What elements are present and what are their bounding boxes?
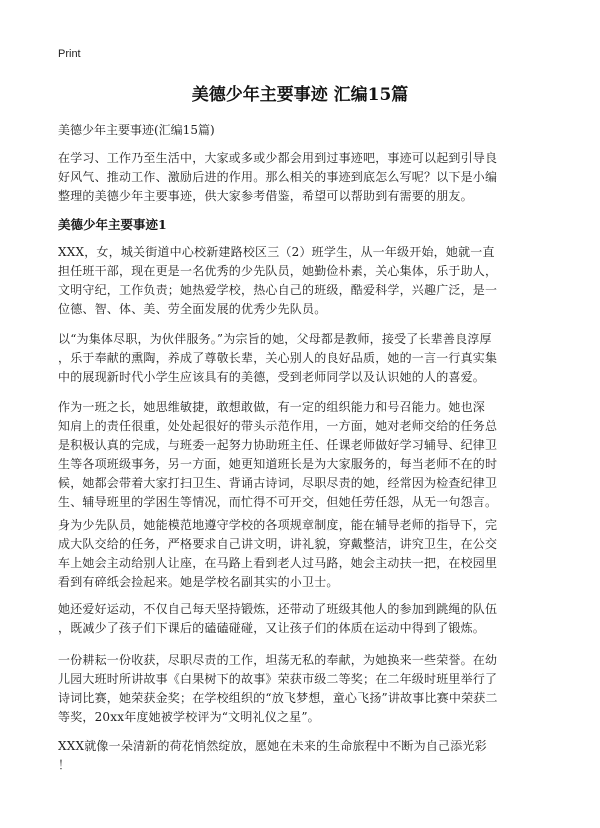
text-line: 中的展现新时代小学生应该具有的美德，受到老师同学以及认识她的人的喜爱。	[58, 370, 486, 384]
paragraph-2	[58, 330, 546, 387]
text-line: ，乐于奉献的熏陶，养成了尊敬长辈，关心别人的良好品质，她的一言一行真实集	[58, 351, 498, 365]
text-line: 生等各项班级事务，另一方面，她更知道班长是为大家服务的，每当老师不在的时	[58, 457, 498, 471]
text-line: 好风气、推动工作、激励后进的作用。那么相关的事迹到底怎么写呢？以下是小编	[58, 170, 498, 184]
text-line: 在学习、工作乃至生活中，大家或多或少都会用到过事迹吧，事迹可以起到引导良	[58, 151, 498, 165]
text-line: 候，她都会带着大家打扫卫生、背诵古诗词，尽职尽责的她，经常因为检查纪律卫	[58, 476, 498, 490]
text-line: 她还爱好运动，不仅自己每天坚持锻炼，还带动了班级其他人的参加到跳绳的队伍	[58, 602, 498, 616]
text-line: 儿园大班时所讲故事《白果树下的故事》荣获市级二等奖；在二年级时班里举行了	[58, 672, 498, 686]
paragraph-1	[58, 243, 546, 319]
text-line: 是积极认真的完成，与班委一起努力协助班主任、任课老师做好学习辅导、纪律卫	[58, 438, 498, 452]
text-line: 成大队交给的任务，严格要求自己讲文明，讲礼貌，穿戴整洁，讲究卫生，在公交	[58, 537, 498, 551]
paragraph-5	[58, 600, 546, 638]
text-line: 车上她会主动给别人让座，在马路上看到老人过马路，她会主动扶一把，在校园里	[58, 556, 498, 570]
section-heading: 美德少年主要事迹1	[58, 217, 167, 232]
text-line: 一份耕耘一份收获，尽职尽责的工作，坦荡无私的奉献，为她换来一些荣誉。在幼	[58, 653, 498, 667]
text-line: 整理的美德少年主要事迹，供大家参考借鉴，希望可以帮助到有需要的朋友。	[58, 189, 473, 203]
text-line: ，既减少了孩子们下课后的磕磕碰碰，又让孩子们的体质在运动中得到了锻炼。	[58, 621, 486, 635]
text-line: XXX，女，城关街道中心校新建路校区三（2）班学生，从一年级开始，她就一直	[58, 245, 495, 259]
text-line: 诗词比赛，她荣获金奖；在学校组织的“放飞梦想，童心飞扬”讲故事比赛中荣获二	[58, 691, 498, 705]
text-line: ！	[58, 758, 71, 772]
text-line: 文明守纪，工作负责；她热爱学校，热心自己的班级，酷爱科学，兴趣广泛，是一	[58, 283, 498, 297]
document-subtitle: 美德少年主要事迹(汇编15篇)	[58, 123, 215, 137]
text-line: 担任班干部，现在更是一名优秀的少先队员，她勤俭朴素，关心集体，乐于助人，	[58, 264, 498, 278]
text-line: XXX就像一朵清新的荷花悄然绽放，愿她在未来的生命旅程中不断为自己添光彩	[58, 739, 487, 753]
text-line: 身为少先队员，她能模范地遵守学校的各项规章制度，能在辅导老师的指导下，完	[58, 518, 498, 532]
intro-paragraph	[58, 149, 546, 206]
document-title: 美德少年主要事迹 汇编15篇	[191, 85, 409, 105]
text-line: 知肩上的责任很重，处处起很好的带头示范作用，一方面，她对老师交给的任务总	[58, 419, 498, 433]
text-line: 生、辅导班里的学困生等情况，而忙得不可开交，但她任劳任怨，从无一句怨言。	[58, 495, 498, 509]
paragraph-4	[58, 516, 546, 592]
text-line: 等奖，20xx年度她被学校评为“文明礼仪之星”。	[58, 710, 320, 724]
paragraph-6	[58, 651, 546, 727]
text-line: 位德、智、体、美、劳全面发展的优秀少先队员。	[58, 302, 327, 316]
text-line: 看到有碎纸会捡起来。她是学校名副其实的小卫士。	[58, 575, 339, 589]
paragraph-7	[58, 737, 546, 775]
text-line: 以“为集体尽职，为伙伴服务。”为宗旨的她，父母都是教师，接受了长辈善良淳厚	[58, 332, 492, 346]
print-label: Print	[58, 48, 81, 60]
text-line: 作为一班之长，她思维敏捷，敢想敢做，有一定的组织能力和号召能力。她也深	[58, 400, 486, 414]
paragraph-3	[58, 398, 546, 512]
